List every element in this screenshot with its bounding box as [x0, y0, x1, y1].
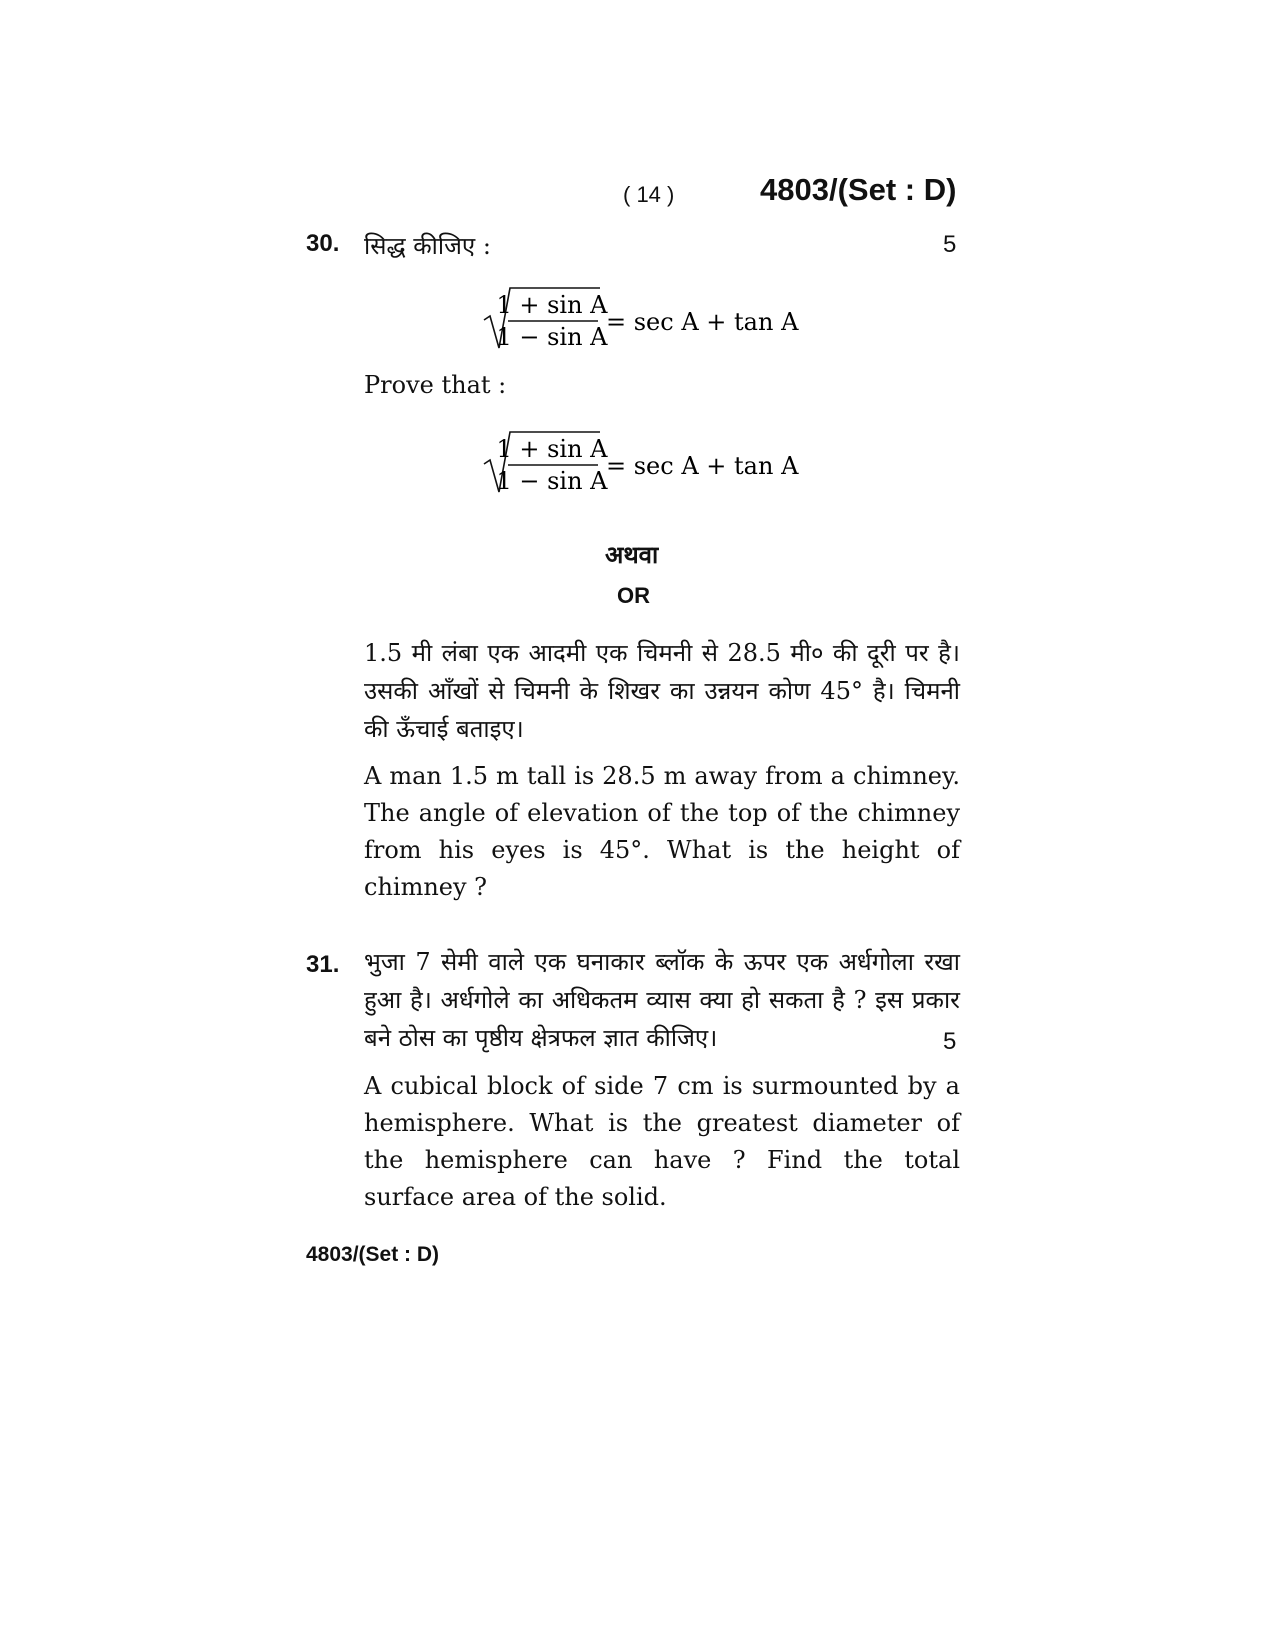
page-number: ( 14 ): [623, 182, 675, 207]
formula-numerator: 1 + sin A: [496, 291, 608, 319]
formula-numerator: 1 + sin A: [496, 435, 608, 463]
or-english-label: OR: [617, 583, 650, 608]
formula-rhs: = sec A + tan A: [606, 452, 799, 480]
q31-marks: 5: [943, 1028, 957, 1055]
formula-denominator: 1 − sin A: [496, 323, 608, 351]
q30-alternative-english: A man 1.5 m tall is 28.5 m away from a chimney. The angle of elevation of the top of the chimney from his eyes is 45°. What is the height of chimney ?: [364, 762, 960, 901]
formula-denominator: 1 − sin A: [496, 467, 608, 495]
q30-hindi-prompt: सिद्ध कीजिए :: [364, 232, 491, 260]
q30-alternative-hindi: 1.5 मी लंबा एक आदमी एक चिमनी से 28.5 मी० की दूरी पर है। उसकी आँखों से चिमनी के शिखर का उन्नयन कोण 45° है। चिमनी की ऊँचाई बताइए।: [364, 639, 960, 743]
set-code-footer: 4803/(Set : D): [306, 1243, 440, 1266]
q31-english-text: A cubical block of side 7 cm is surmounted by a hemisphere. What is the greatest diameter of the hemisphere can have ? Find the total surface area of the solid.: [364, 1072, 960, 1211]
q31-hindi-text: भुजा 7 सेमी वाले एक घनाकार ब्लॉक के ऊपर एक अर्धगोला रखा हुआ है। अर्धगोले का अधिकतम व्यास क्या हो सकता है ? इस प्रकार बने ठोस का पृष्ठीय क्षेत्रफल ज्ञात कीजिए।: [364, 948, 960, 1052]
question-31-number: 31.: [306, 951, 340, 978]
q30-formula-hindi: [480, 280, 800, 352]
q30-marks: 5: [943, 231, 957, 258]
formula-rhs: = sec A + tan A: [606, 308, 799, 336]
question-30-number: 30.: [306, 230, 340, 257]
q30-formula-english: [480, 424, 800, 496]
q30-english-prompt: Prove that :: [364, 371, 507, 399]
set-code-header: 4803/(Set : D): [760, 172, 957, 207]
or-hindi-label: अथवा: [605, 540, 659, 569]
